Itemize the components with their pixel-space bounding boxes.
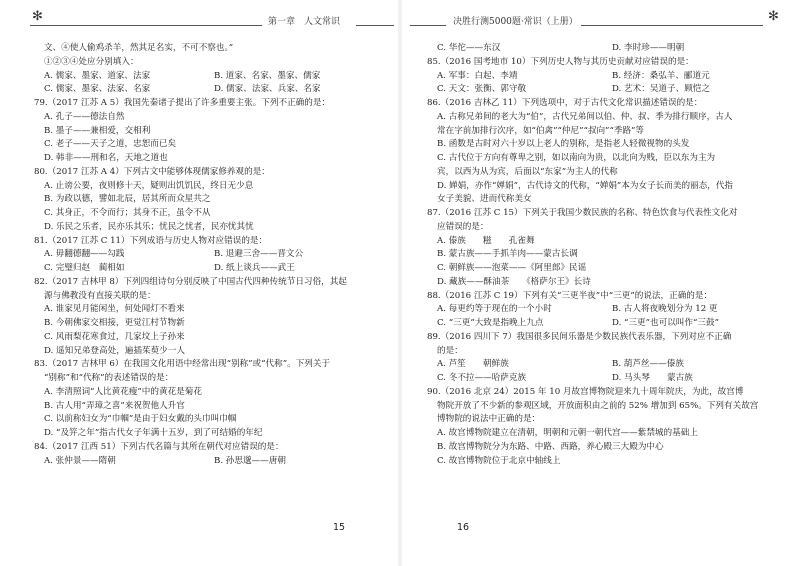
text-line: C. 故宫博物院位于北京中轴线上: [437, 455, 561, 466]
option-row: [34, 262, 384, 276]
option-text: D. 儒家、法家、兵家、名家: [214, 84, 321, 95]
left-page: [0, 0, 395, 566]
text-line: 应错误的是：: [437, 221, 489, 232]
option-text: D. 纸上谈兵——武王: [214, 263, 295, 273]
option-row: [34, 455, 384, 469]
option-row: [34, 70, 384, 84]
option-text: C. 天文：张衡、郭守敬: [437, 84, 527, 95]
question-line: 89.（2016 四川下 7）我国很多民间乐器是少数民族代表乐器，下列对应不正确: [427, 331, 732, 342]
option-row: [427, 317, 787, 331]
header-rule: [356, 25, 394, 26]
option-text: C. 完璧归赵 蔺相如: [44, 263, 125, 273]
option-text: C. “三更”大致是指晚上九点: [437, 318, 544, 328]
text-line: B. 函数是古时对六十岁以上老人的别称，是指老人轻微视物的头发: [437, 139, 690, 150]
option-text: A. 儒家、墨家、道家、法家: [44, 70, 151, 81]
option-row: [427, 358, 787, 372]
book-title: 决胜行测5000题·常识（上册）: [453, 17, 578, 27]
question-line: 87.（2016 江苏 C 15）下列关于我国少数民族的名称、特色饮食与代表性文化对: [427, 208, 738, 218]
text-line: B. 故宫博物院分为东路、中路、西路，养心殿三大殿为中心: [437, 441, 664, 452]
text-line: C. 老子——天子之道，忠恕而已矣: [44, 139, 177, 150]
option-text: B. 道家、名家、墨家、儒家: [214, 70, 321, 81]
text-line: A. 古称兄弟间的老大为“伯”，古代兄弟间以伯、仲、叔、季为排行顺序，古人: [437, 111, 733, 122]
header-rule: [410, 25, 446, 26]
text-line: D. “及笄之年”指古代女子年满十五岁，到了可结婚的年纪: [44, 428, 263, 438]
text-line: “别称”和“代称”的表述错误的是：: [44, 373, 174, 383]
text-line: B. 古人用“弄璋之喜”来祝贺他人升官: [44, 400, 185, 411]
option-text: A. 军事：白起、李靖: [437, 70, 518, 81]
option-text: D. 艺术：吴道子、顾恺之: [612, 84, 710, 95]
option-text: D. 李时珍——明朝: [612, 43, 685, 53]
option-text: C. 儒家、墨家、法家、名家: [44, 84, 151, 95]
option-text: B. 古人将夜晚划分为 12 更: [612, 304, 718, 315]
text-line: C. 以前称妇女为“巾帼”是由于妇女戴的头巾叫巾帼: [44, 414, 237, 425]
option-text: A. 每更约等于现在的一个小时: [437, 304, 552, 315]
question-line: 86.（2016 吉林乙 11）下列选项中，对于古代文化常识描述错误的是：: [427, 98, 703, 108]
page-number: 15: [333, 522, 346, 533]
text-line: 女子美貌、进而代称美女: [437, 194, 532, 205]
text-line: 文、④使人偷鸡杀羊，然其足名实，不可不察也。”: [44, 43, 234, 53]
question-line: 84.（2017 江西 51）下列古代名篇与其所在朝代对应错误的是：: [34, 441, 284, 452]
option-row: [427, 83, 787, 97]
text-line: A. 止谤公要，夜则修十天，疑则出饥饥民，终日无少息: [44, 180, 254, 191]
question-line: 88.（2016 江苏 C 19）下列有关“三更半夜”中“三更”的说法，正确的是：: [427, 290, 713, 301]
option-text: A. 张仲景——隋朝: [44, 455, 116, 466]
text-line: 宾，以西为从为宾，后面以“东家”为主人的代称: [437, 166, 618, 177]
text-line: 常在字前加排行次序，如“伯禽”“仲尼”“叔向”“季路”等: [437, 125, 645, 136]
text-line: D. 乐民之乐者，民亦乐其乐；忧民之忧者，民亦忧其忧: [44, 221, 254, 232]
text-line: D. 藏族——酥油茶 《格萨尔王》长诗: [437, 276, 591, 287]
page-number: 16: [457, 522, 470, 533]
option-text: B. 葫芦丝——傣族: [612, 359, 684, 370]
text-line: 博物院的说法中正确的是：: [437, 414, 541, 425]
option-text: B. 退避三舍——晋文公: [214, 249, 304, 260]
option-text: B. 经济：桑弘羊、郦道元: [612, 70, 710, 81]
text-line: C. 朝鲜族——泡菜——《阿里郎》民谣: [437, 263, 587, 273]
question-line: 82.（2017 吉林甲 8）下列四组诗句分别反映了中国古代四种传统节日习俗，其起: [34, 276, 347, 287]
question-line: 90.（2016 北京 24）2015 年 10 月故宫博物院迎来九十周年院庆，为此，故宫博: [427, 386, 744, 397]
option-text: D. 马头琴 蒙古族: [612, 373, 693, 383]
text-line: A. 孔子——德法自然: [44, 111, 125, 122]
text-line: B. 墨子——兼相爱，交相利: [44, 125, 151, 136]
option-text: B. 孙思邈——唐朝: [214, 455, 286, 466]
option-text: A. 毋翻德翻——勾践: [44, 249, 125, 260]
text-line: A. 故宫博物院建立在清朝，明朝和元朝一朝代宫——紫禁城的基础上: [437, 428, 698, 438]
text-line: A. 傣族 糍 孔雀舞: [437, 235, 535, 246]
text-line: 物院开放了不少新的参观区域，开放面积由之前的 52% 增加到 65%。下列有关故宫: [437, 400, 759, 411]
book-gutter: [398, 0, 402, 566]
right-page: [405, 0, 800, 566]
text-line: C. 古代位于方向有尊卑之别，如以南向为贵，以北向为贱，臣以东为主为: [437, 153, 716, 163]
question-line: 79.（2017 江苏 A 5）我国先秦诸子提出了许多重要主张。下列不正确的是：: [34, 98, 331, 108]
option-text: C. 华佗——东汉: [437, 43, 501, 53]
asterisk-icon: ✻: [32, 9, 43, 24]
text-line: 的是：: [437, 345, 463, 356]
text-line: A. 谁家见月能闲坐，何处闻灯不看来: [44, 304, 185, 315]
option-text: D. “三更”也可以叫作“三鼓”: [612, 318, 719, 328]
option-row: [427, 70, 787, 84]
text-line: B. 今朝佛家交相接，更觉江村节物新: [44, 318, 185, 328]
question-line: 80.（2017 江苏 A 4）下列古文中能够体现儒家修养观的是：: [34, 166, 270, 177]
question-line: 81.（2017 江苏 C 11）下列成语与历史人物对应错误的是：: [34, 235, 268, 246]
question-line: 85.（2016 国考地市 10）下列历史人物与其历史贡献对应错误的是：: [427, 56, 694, 67]
option-row: [34, 83, 384, 97]
option-text: C. 冬不拉——哈萨克族: [437, 373, 527, 383]
header-rule: [581, 25, 763, 26]
text-line: A. 李清照词“人比黄花瘦”中的黄花是菊花: [44, 386, 202, 397]
chapter-title: 第一章 人文常识: [268, 17, 341, 27]
option-row: [34, 248, 384, 262]
text-line: B. 为政以德，譬如北辰，居其所而众星共之: [44, 194, 211, 205]
asterisk-icon: ✻: [768, 9, 779, 24]
text-line: D. 遥知兄弟登高处，遍插茱萸少一人: [44, 345, 185, 356]
question-line: 83.（2017 吉林甲 6）在我国文化用语中经常出现“别称”或“代称”。下列关于: [34, 359, 331, 370]
text-line: D. 韩非——刑和名，天地之道也: [44, 153, 168, 163]
right-page-text: [427, 42, 787, 468]
text-line: D. 婵娟，亦作“婵娟”，古代诗文的代称，“婵娟”本为女子长而美的丽态，代指: [437, 180, 734, 191]
left-page-text: [34, 42, 384, 468]
option-text: A. 芦笙 朝鲜族: [437, 359, 509, 370]
option-row: [427, 303, 787, 317]
text-line: C. 风雨梨花寒食过，几家坟上子孙来: [44, 331, 185, 342]
text-line: B. 蒙古族——手抓羊肉——蒙古长调: [437, 249, 578, 260]
header-rule: [30, 25, 262, 26]
text-line: C. 其身正，不令而行；其身不正，虽令不从: [44, 208, 211, 218]
option-row: [427, 372, 787, 386]
option-row: [427, 42, 787, 56]
text-line: ①②③④处应分别填入：: [44, 56, 139, 67]
text-line: 源与佛教没有直接关联的是：: [44, 290, 156, 301]
